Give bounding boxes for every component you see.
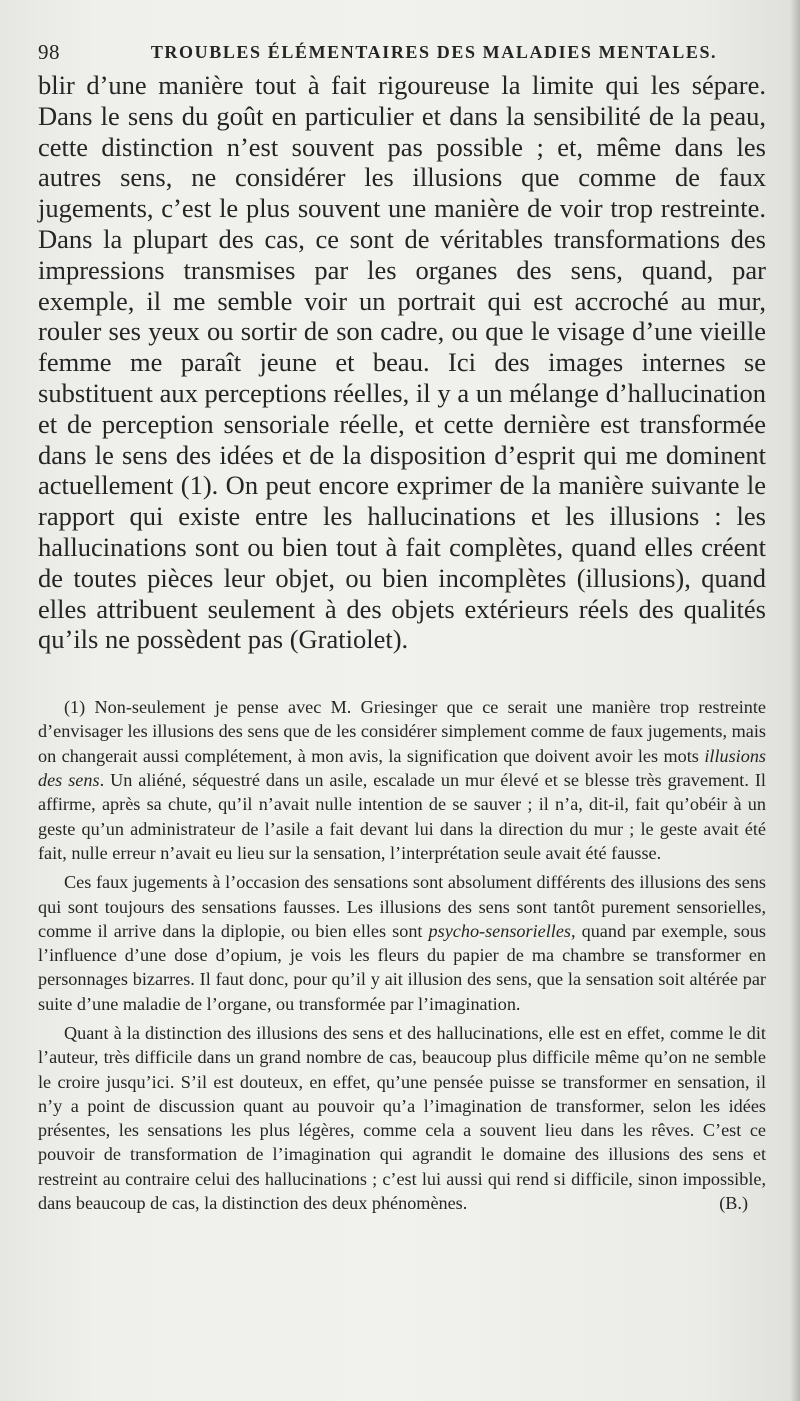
footnote-1-text-a: (1) Non-seulement je pense avec M. Griesinger que ce serait une manière trop restreinte d’envisager les illusions des sens que de les considérer simplement comme de faux jugements, mais on changerait aussi complétement, à mon avis, la signification que doivent avoir les mots: [38, 697, 766, 766]
main-text: [38, 70, 766, 655]
footnote-paragraph-1: [38, 695, 766, 865]
footnote-1-italic: illusions des sens: [38, 745, 766, 791]
footnote-signature: (B.): [719, 1193, 748, 1214]
main-paragraph: blir d’une manière tout à fait rigoureuse la limite qui les sépare. Dans le sens du goût en particulier et dans la sensibilité de la peau, cette distinction n’est souvent pas possible ; et, même dans les autres sens, ne considérer les illusions que comme de faux jugements, c’est le plus souvent une manière de voir trop restreinte. Dans la plupart des cas, ce sont de véritables transformations des impressions transmises par les organes des sens, quand, par exemple, il me semble voir un portrait qui est accroché au mur, rouler ses yeux ou sortir de son cadre, ou que le visage d’une vieille femme me paraît jeune et beau. Ici des images internes se substituent aux perceptions réelles, il y a un mélange d’hallucination et de perception sensoriale réelle, et cette dernière est transformée dans le sens des idées et de la disposition d’esprit qui me dominent actuellement (1). On peut encore exprimer de la manière suivante le rapport qui existe entre les hallucinations et les illusions : les hallucinations sont ou bien tout à fait complètes, quand elles créent de toutes pièces leur objet, ou bien incomplètes (illusions), quand elles attribuent seulement à des objets extérieurs réels des qualités qu’ils ne possèdent pas (Gratiolet).: [38, 70, 766, 655]
footnote-2-text-b: , quand par exemple, sous l’influence d’une dose d’opium, je vois les fleurs du papier de ma chambre se transformer en personnages bizarres. Il faut donc, pour qu’il y ait illusion des sens, que la sensation soit altérée par suite d’une maladie de l’organe, ou transformée par l’imagination.: [38, 920, 766, 1014]
footnote-1-text-b: . Un aliéné, séquestré dans un asile, escalade un mur élevé et se blesse très gravement. Il affirme, après sa chute, qu’il n’avait nulle intention de se sauver ; il n’a, dit-il, fait qu’obéir à un geste qu’un administrateur de l’asile a fait devant lui dans la direction du mur ; le geste avait été fait, nulle erreur n’avait eu lieu sur la sensation, l’interprétation seule avait été fausse.: [38, 770, 766, 863]
footnote-2-text-a: Ces faux jugements à l’occasion des sensations sont absolument différents des illusions des sens qui sont toujours des sensations fausses. Les illusions des sens sont tantôt purement sensorielles, comme il arrive dans la diplopie, ou bien elles sont: [38, 872, 766, 941]
running-title: TROUBLES ÉLÉMENTAIRES DES MALADIES MENTALES.: [150, 42, 718, 62]
page-number: 98: [38, 40, 60, 64]
footnote-2-italic: psycho-sensorielles: [428, 920, 571, 941]
page-header: [38, 32, 766, 70]
footnote-paragraph-3: Quant à la distinction des illusions des sens et des hallucinations, elle est en effet, comme le dit l’auteur, très difficile dans un grand nombre de cas, beaucoup plus difficile même qu’on ne semble le croire jusqu’ici. S’il est douteux, en effet, qu’une pensée puisse se transformer en sensation, il n’y a point de discussion quant au pouvoir qu’a l’imagination de transformer, selon les idées présentes, les sensations les plus légères, comme cela a souvent lieu dans les rêves. C’est ce pouvoir de transformation de l’imagination qui agrandit le domaine des illusions des sens et restreint au contraire celui des hallucinations ; c’est lui aussi qui rend si difficile, sinon impossible, dans beaucoup de cas, la distinction des deux phénomènes.: [38, 1023, 766, 1214]
footnote: [38, 695, 766, 1216]
footnote-paragraph-2: [38, 870, 766, 1016]
